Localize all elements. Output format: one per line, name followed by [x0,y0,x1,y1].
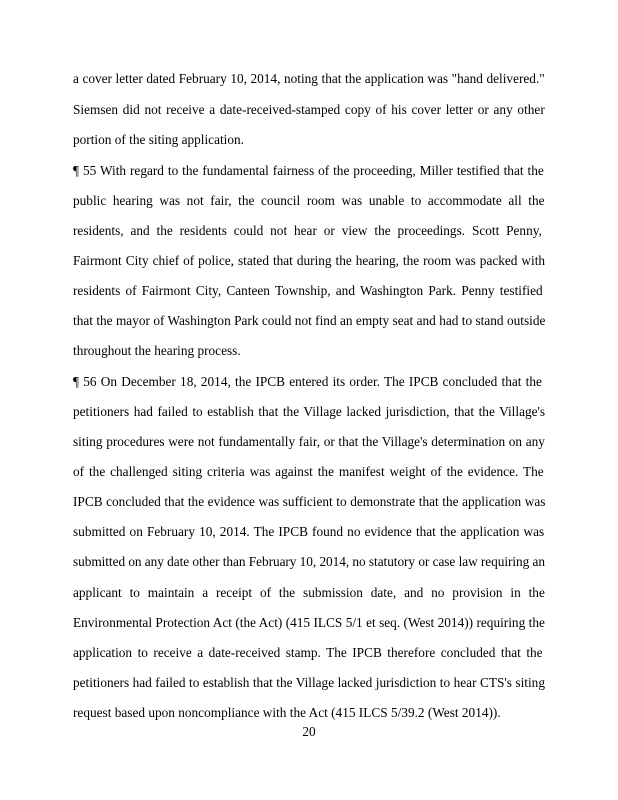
text-line: residents of Fairmont City, Canteen Township, and Washington Park. Penny testified [73,283,543,298]
text-line: residents, and the residents could not hear or view the proceedings. Scott Penny, [73,223,542,238]
text-line: applicant to maintain a receipt of the submission date, and no provision in the [73,585,545,600]
text-line: request based upon noncompliance with the Act (415 ILCS 5/39.2 (West 2014)). [73,705,501,720]
text-line: that the mayor of Washington Park could not find an empty seat and had to stand outside [73,313,546,328]
text-line: petitioners had failed to establish that the Village lacked jurisdiction, that the Village's [73,404,546,419]
text-line: a cover letter dated February 10, 2014, noting that the application was "hand delivered." [73,71,545,86]
text-line: submitted on February 10, 2014. The IPCB found no evidence that the application was [73,524,545,539]
text-line: Siemsen did not receive a date-received-stamped copy of his cover letter or any other [73,102,545,117]
page-number: 20 [302,724,316,739]
text-line: application to receive a date-received stamp. The IPCB therefore concluded that the [73,645,543,660]
text-line: throughout the hearing process. [73,343,241,358]
text-line: siting procedures were not fundamentally fair, or that the Village's determination on any [73,434,545,449]
text-line: of the challenged siting criteria was against the manifest weight of the evidence. The [73,464,544,479]
paragraph-55-start: ¶ 55 With regard to the fundamental fairness of the proceeding, Miller testified that the [73,163,544,178]
text-line: portion of the siting application. [73,132,244,147]
text-line: submitted on any date other than February 10, 2014, no statutory or case law requiring an [73,554,545,569]
text-line: public hearing was not fair, the council room was unable to accommodate all the [73,193,545,208]
paragraph-56-start: ¶ 56 On December 18, 2014, the IPCB entered its order. The IPCB concluded that the [73,374,542,389]
text-line: petitioners had failed to establish that the Village lacked jurisdiction to hear CTS's siting [73,675,545,690]
text-line: Fairmont City chief of police, stated that during the hearing, the room was packed with [73,253,546,268]
text-line: IPCB concluded that the evidence was sufficient to demonstrate that the application was [73,494,546,509]
text-line: Environmental Protection Act (the Act) (415 ILCS 5/1 et seq. (West 2014)) requiring the [73,615,545,630]
